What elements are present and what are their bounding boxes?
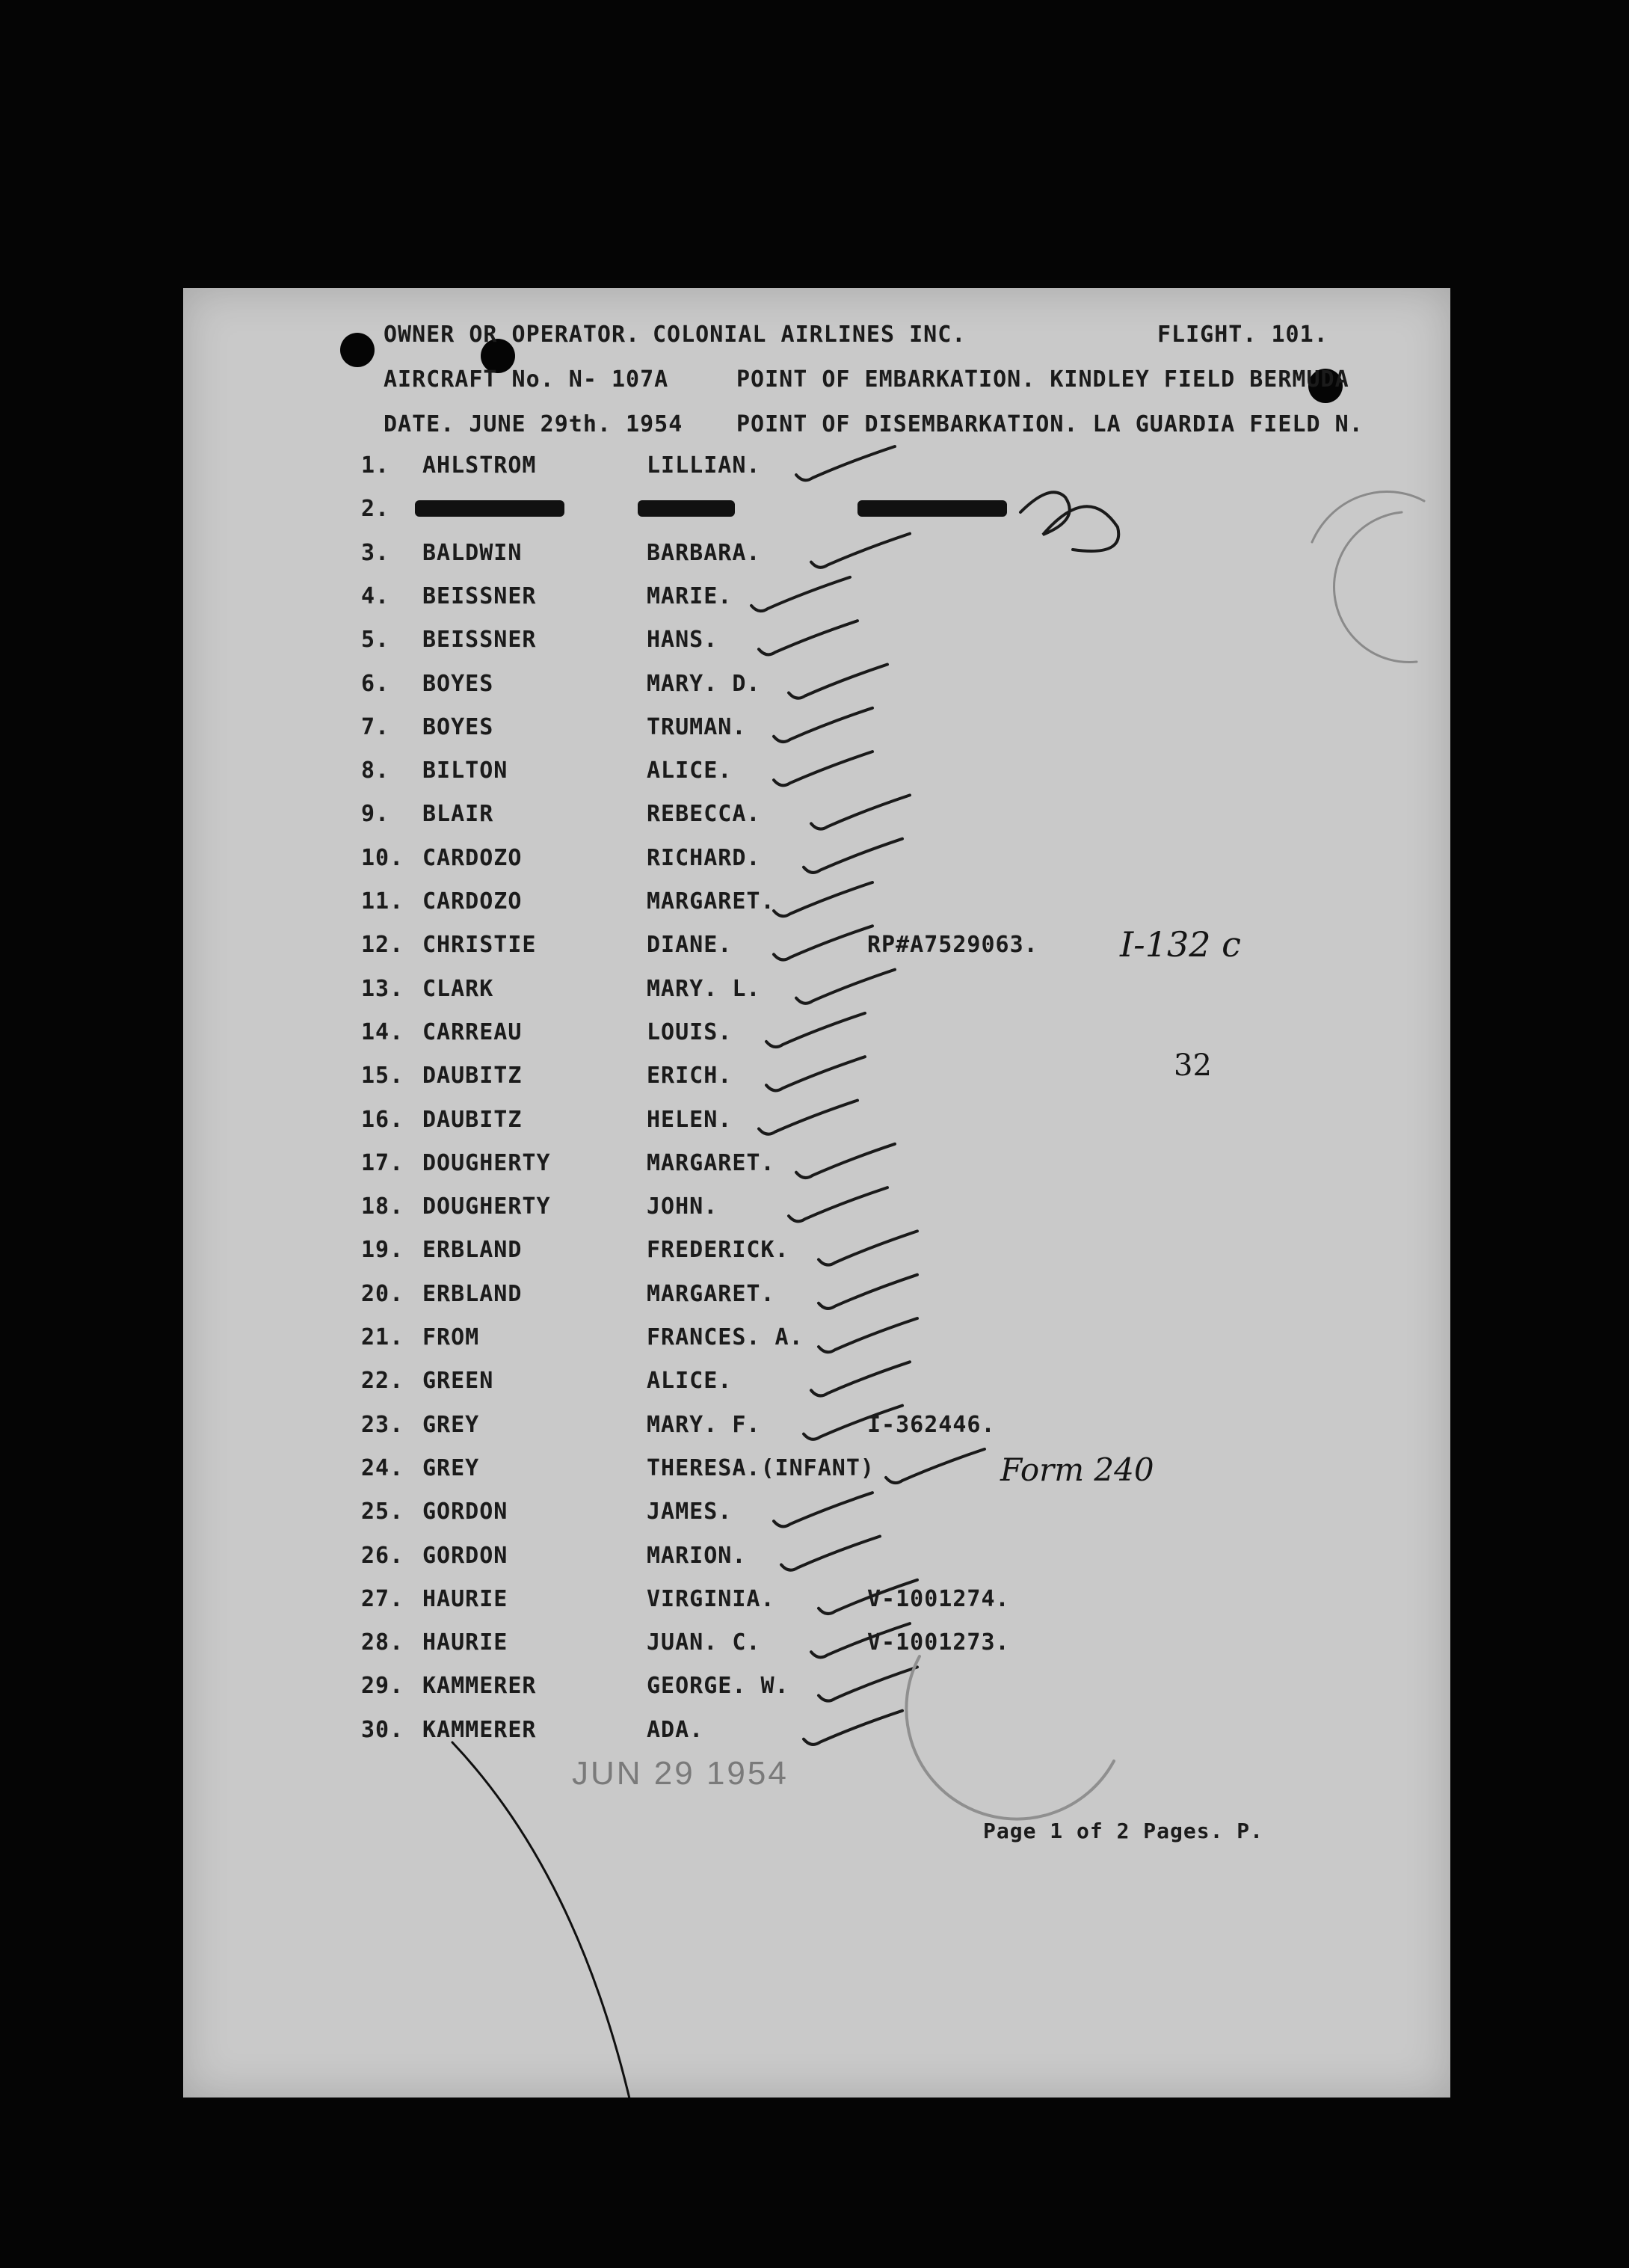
punch-hole — [340, 333, 375, 367]
passenger-given-name: MARY. F. — [647, 1411, 761, 1438]
passenger-surname: GREY — [422, 1411, 480, 1438]
passenger-given-name: TRUMAN. — [647, 713, 747, 740]
flight-number: FLIGHT. 101. — [1157, 322, 1328, 348]
passenger-surname: HAURIE — [422, 1585, 508, 1612]
passenger-given-name: JOHN. — [647, 1193, 718, 1220]
count-note: 32 — [1174, 1048, 1212, 1083]
passenger-surname: BLAIR — [422, 801, 494, 828]
check-mark — [796, 446, 895, 480]
passenger-given-name: MARGARET. — [647, 888, 775, 915]
passenger-surname: DAUBITZ — [422, 1106, 523, 1133]
passenger-surname: BEISSNER — [422, 627, 537, 654]
passenger-given-name: LOUIS. — [647, 1018, 733, 1045]
passenger-given-name: FREDERICK. — [647, 1237, 789, 1264]
row-number: 9. — [361, 801, 390, 828]
initials-scribble — [1020, 492, 1118, 551]
passenger-surname: GREEN — [422, 1368, 494, 1395]
passenger-surname: HAURIE — [422, 1629, 508, 1656]
passenger-surname: BALDWIN — [422, 539, 523, 566]
faded-stamp-circle — [1312, 492, 1424, 542]
check-mark — [774, 882, 872, 916]
row-number: 19. — [361, 1237, 404, 1264]
row-number: 6. — [361, 670, 390, 697]
row-number: 30. — [361, 1716, 404, 1743]
passenger-surname: ERBLAND — [422, 1237, 523, 1264]
passenger-given-name: REBECCA. — [647, 801, 761, 828]
row-number: 8. — [361, 757, 390, 784]
embarkation-point: POINT OF EMBARKATION. KINDLEY FIELD BERMUDA — [736, 366, 1349, 393]
passenger-surname: BEISSNER — [422, 583, 537, 609]
passenger-given-name: ALICE. — [647, 757, 733, 784]
check-mark — [774, 1493, 872, 1526]
passenger-given-name: MARY. D. — [647, 670, 761, 697]
row-number: 24. — [361, 1454, 404, 1481]
row-number: 20. — [361, 1280, 404, 1307]
row-number: 27. — [361, 1585, 404, 1612]
row-number: 16. — [361, 1106, 404, 1133]
passenger-surname: DOUGHERTY — [422, 1149, 551, 1176]
passenger-given-name: MARGARET. — [647, 1280, 775, 1307]
passenger-given-name: ALICE. — [647, 1368, 733, 1395]
row-number: 29. — [361, 1673, 404, 1700]
check-mark — [766, 1057, 865, 1090]
check-mark — [774, 926, 872, 959]
passenger-surname: CARDOZO — [422, 888, 523, 915]
row-number: 22. — [361, 1368, 404, 1395]
page-footer: Page 1 of 2 Pages. P. — [983, 1819, 1264, 1843]
passenger-surname: KAMMERER — [422, 1716, 537, 1743]
passenger-surname: DOUGHERTY — [422, 1193, 551, 1220]
check-mark — [766, 1013, 865, 1047]
passenger-surname: BILTON — [422, 757, 508, 784]
row-number: 10. — [361, 844, 404, 871]
check-mark — [759, 1101, 857, 1134]
passenger-given-name: MARION. — [647, 1542, 747, 1569]
passenger-given-name: GEORGE. W. — [647, 1673, 789, 1700]
row-number: 7. — [361, 713, 390, 740]
row-number: 1. — [361, 452, 390, 479]
row-number: 18. — [361, 1193, 404, 1220]
passenger-given-name: FRANCES. A. — [647, 1324, 804, 1350]
row-number: 25. — [361, 1499, 404, 1525]
passenger-surname: CARDOZO — [422, 844, 523, 871]
check-mark — [819, 1275, 917, 1309]
passenger-surname: DAUBITZ — [422, 1063, 523, 1090]
redaction-bar — [638, 500, 735, 517]
check-mark — [811, 1362, 910, 1395]
check-mark — [781, 1537, 880, 1570]
check-mark — [774, 752, 872, 785]
passenger-given-name: THERESA.(INFANT) — [647, 1454, 875, 1481]
passenger-given-name: MARIE. — [647, 583, 733, 609]
long-pen-stroke — [452, 1742, 639, 2098]
check-mark — [789, 665, 887, 698]
passenger-document-number: V-1001273. — [867, 1629, 1010, 1656]
form-reference-note: I-132 c — [1120, 924, 1241, 965]
check-mark — [796, 970, 895, 1004]
row-number: 4. — [361, 583, 390, 609]
check-mark — [886, 1449, 985, 1483]
passenger-given-name: ADA. — [647, 1716, 704, 1743]
check-mark — [819, 1667, 917, 1700]
passenger-surname: GORDON — [422, 1499, 508, 1525]
passenger-document-number: RP#A7529063. — [867, 932, 1038, 959]
passenger-given-name: MARGARET. — [647, 1149, 775, 1176]
passenger-document-number: I-362446. — [867, 1411, 996, 1438]
check-mark — [819, 1231, 917, 1264]
check-mark — [759, 621, 857, 654]
check-mark — [811, 795, 910, 829]
passenger-given-name: HANS. — [647, 627, 718, 654]
passenger-document-number: V-1001274. — [867, 1585, 1010, 1612]
passenger-surname: BOYES — [422, 670, 494, 697]
row-number: 13. — [361, 975, 404, 1002]
passenger-given-name: LILLIAN. — [647, 452, 761, 479]
passenger-given-name: BARBARA. — [647, 539, 761, 566]
passenger-surname: GREY — [422, 1454, 480, 1481]
check-mark — [819, 1318, 917, 1352]
owner-label: OWNER OR OPERATOR. — [384, 322, 641, 348]
check-mark — [796, 1144, 895, 1178]
passenger-surname: BOYES — [422, 713, 494, 740]
check-mark — [751, 577, 850, 611]
disembarkation-point: POINT OF DISEMBARKATION. LA GUARDIA FIELD N. — [736, 411, 1364, 437]
row-number: 5. — [361, 627, 390, 654]
passenger-given-name: HELEN. — [647, 1106, 733, 1133]
passenger-surname: CARREAU — [422, 1018, 523, 1045]
row-number: 23. — [361, 1411, 404, 1438]
check-mark — [789, 1187, 887, 1221]
redaction-bar — [857, 500, 1007, 517]
faded-stamp-circle — [1334, 512, 1417, 662]
faded-stamp-arc — [906, 1656, 1114, 1819]
row-number: 15. — [361, 1063, 404, 1090]
passenger-given-name: RICHARD. — [647, 844, 761, 871]
passenger-surname: KAMMERER — [422, 1673, 537, 1700]
check-mark — [811, 534, 910, 568]
passenger-surname: CHRISTIE — [422, 932, 537, 959]
date-stamp: JUN 29 1954 — [572, 1755, 789, 1792]
form-number-note: Form 240 — [1000, 1451, 1154, 1488]
owner-value: COLONIAL AIRLINES INC. — [653, 322, 967, 348]
check-mark — [804, 839, 902, 873]
row-number: 17. — [361, 1149, 404, 1176]
passenger-surname: GORDON — [422, 1542, 508, 1569]
row-number: 28. — [361, 1629, 404, 1656]
row-number: 21. — [361, 1324, 404, 1350]
passenger-given-name: JAMES. — [647, 1499, 733, 1525]
passenger-given-name: VIRGINIA. — [647, 1585, 775, 1612]
row-number: 3. — [361, 539, 390, 566]
row-number: 11. — [361, 888, 404, 915]
passenger-given-name: MARY. L. — [647, 975, 761, 1002]
manifest-date: DATE. JUNE 29th. 1954 — [384, 411, 683, 437]
row-number: 14. — [361, 1018, 404, 1045]
passenger-given-name: DIANE. — [647, 932, 733, 959]
passenger-surname: FROM — [422, 1324, 480, 1350]
row-number: 26. — [361, 1542, 404, 1569]
check-mark — [804, 1711, 902, 1745]
redaction-bar — [415, 500, 564, 517]
passenger-surname: AHLSTROM — [422, 452, 537, 479]
passenger-given-name: ERICH. — [647, 1063, 733, 1090]
manifest-page — [183, 288, 1450, 2098]
passenger-given-name: JUAN. C. — [647, 1629, 761, 1656]
row-number: 12. — [361, 932, 404, 959]
passenger-surname: ERBLAND — [422, 1280, 523, 1307]
aircraft-number: AIRCRAFT No. N- 107A — [384, 366, 669, 393]
passenger-surname: CLARK — [422, 975, 494, 1002]
row-number: 2. — [361, 496, 390, 523]
check-mark — [774, 708, 872, 742]
